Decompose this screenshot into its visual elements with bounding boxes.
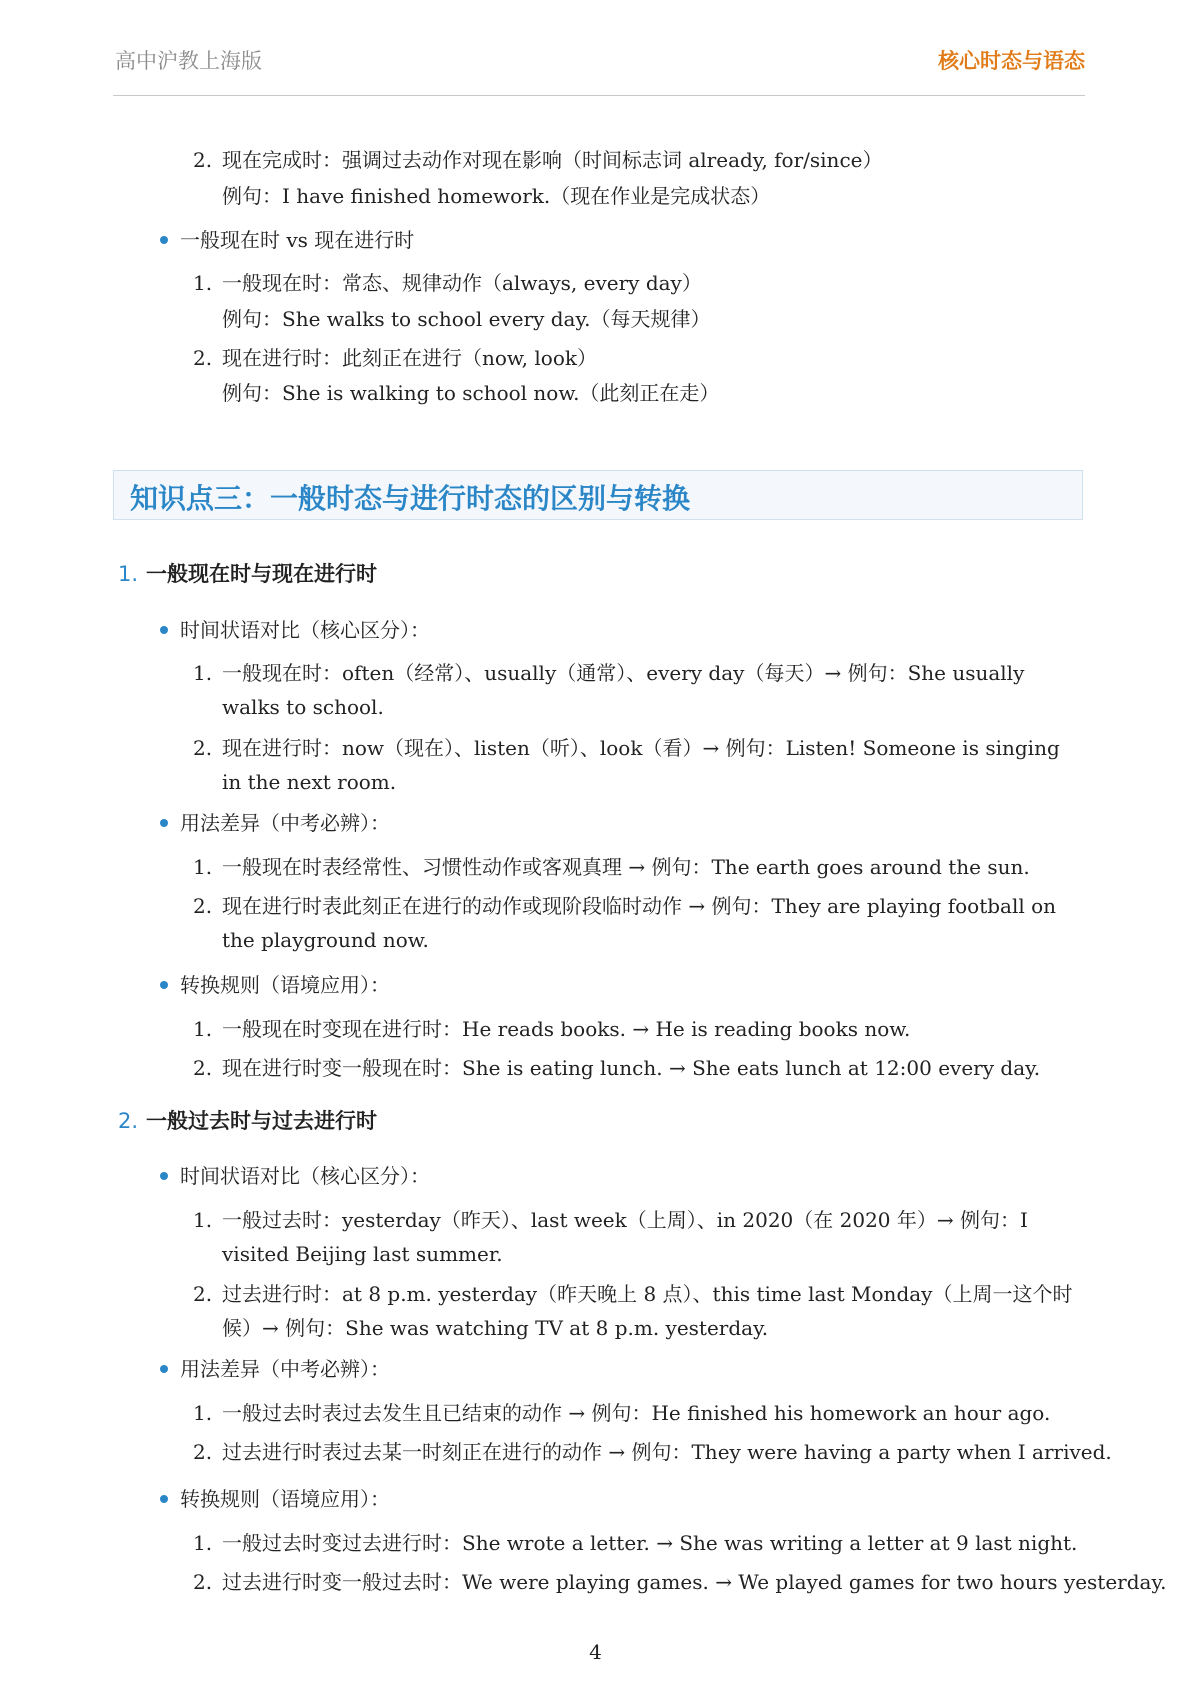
list-number: 2.: [193, 1282, 213, 1306]
list-item-text: 一般现在时变现在进行时：He reads books. → He is reading books now.: [222, 1017, 911, 1041]
list-number: 2.: [193, 1570, 213, 1594]
list-number: 1.: [193, 661, 213, 685]
subsection-title: 一般现在时与现在进行时: [146, 562, 377, 586]
list-number: 2.: [193, 736, 213, 760]
subsection-number: 1.: [118, 562, 139, 586]
list-number: 1.: [193, 1531, 213, 1555]
section-title-box: [113, 470, 1083, 520]
list-number: 2.: [193, 1440, 213, 1464]
list-item-text: 一般过去时变过去进行时：She wrote a letter. → She was writing a letter at 9 last night.: [222, 1531, 1078, 1555]
page-number: 4: [589, 1640, 602, 1664]
list-number: 2.: [193, 346, 213, 370]
list-number: 1.: [193, 1401, 213, 1425]
bullet-heading: 时间状语对比（核心区分）：: [180, 1164, 430, 1188]
bullet-dot: [160, 819, 168, 827]
bullet-dot: [160, 626, 168, 634]
section-title: 知识点三：一般时态与进行时态的区别与转换: [130, 482, 691, 515]
header-chapter-title: 核心时态与语态: [938, 49, 1085, 73]
bullet-heading: 时间状语对比（核心区分）：: [180, 618, 430, 642]
list-number: 1.: [193, 855, 213, 879]
bullet-heading: 一般现在时 vs 现在进行时: [180, 228, 415, 252]
bullet-heading: 转换规则（语境应用）：: [180, 973, 390, 997]
list-number: 1.: [193, 1208, 213, 1232]
bullet-dot: [160, 1495, 168, 1503]
bullet-dot: [160, 981, 168, 989]
bullet-dot: [160, 236, 168, 244]
list-item-text: 现在进行时：now（现在）、listen（听）、look（看）→ 例句：Listen! Someone is singing in the next room.: [222, 736, 1060, 794]
list-number: 1.: [193, 1017, 213, 1041]
bullet-heading: 用法差异（中考必辨）：: [180, 1357, 390, 1381]
list-item-text: 一般过去时表过去发生且已结束的动作 → 例句：He finished his homework an hour ago.: [222, 1401, 1051, 1425]
list-item-text: 过去进行时表过去某一时刻正在进行的动作 → 例句：They were having a party when I arrived.: [222, 1440, 1112, 1464]
list-item-text: 过去进行时变一般过去时：We were playing games. → We played games for two hours yesterday.: [222, 1570, 1167, 1594]
list-item-text: 一般过去时：yesterday（昨天）、last week（上周）、in 2020（在 2020 年）→ 例句：I visited Beijing last summer.: [222, 1208, 1028, 1266]
example-sentence: 例句：She walks to school every day.（每天规律）: [222, 307, 711, 331]
bullet-dot: [160, 1172, 168, 1180]
list-number: 1.: [193, 271, 213, 295]
subsection-title: 一般过去时与过去进行时: [146, 1109, 377, 1133]
bullet-dot: [160, 1365, 168, 1373]
header-book-title: 高中沪教上海版: [115, 49, 262, 73]
list-item-text: 现在完成时：强调过去动作对现在影响（时间标志词 already, for/since）: [222, 148, 883, 172]
bullet-heading: 用法差异（中考必辨）：: [180, 811, 390, 835]
list-item-text: 现在进行时变一般现在时：She is eating lunch. → She eats lunch at 12:00 every day.: [222, 1056, 1041, 1080]
list-item-text: 一般现在时：often（经常）、usually（通常）、every day（每天）→ 例句：She usually walks to school.: [222, 661, 1025, 719]
list-number: 2.: [193, 148, 213, 172]
header-divider: [113, 95, 1085, 96]
example-sentence: 例句：I have finished homework.（现在作业是完成状态）: [222, 184, 771, 208]
bullet-heading: 转换规则（语境应用）：: [180, 1487, 390, 1511]
list-item-text: 一般现在时：常态、规律动作（always, every day）: [222, 271, 702, 295]
subsection-number: 2.: [118, 1109, 139, 1133]
list-number: 2.: [193, 1056, 213, 1080]
list-item-text: 过去进行时：at 8 p.m. yesterday（昨天晚上 8 点）、this time last Monday（上周一这个时候）→ 例句：She was watching TV at 8 p.m. yesterday.: [222, 1282, 1073, 1340]
example-sentence: 例句：She is walking to school now.（此刻正在走）: [222, 381, 720, 405]
list-item-text: 现在进行时：此刻正在进行（now, look）: [222, 346, 597, 370]
list-item-text: 现在进行时表此刻正在进行的动作或现阶段临时动作 → 例句：They are playing football on the playground now.: [222, 894, 1057, 952]
list-number: 2.: [193, 894, 213, 918]
list-item-text: 一般现在时表经常性、习惯性动作或客观真理 → 例句：The earth goes around the sun.: [222, 855, 1030, 879]
